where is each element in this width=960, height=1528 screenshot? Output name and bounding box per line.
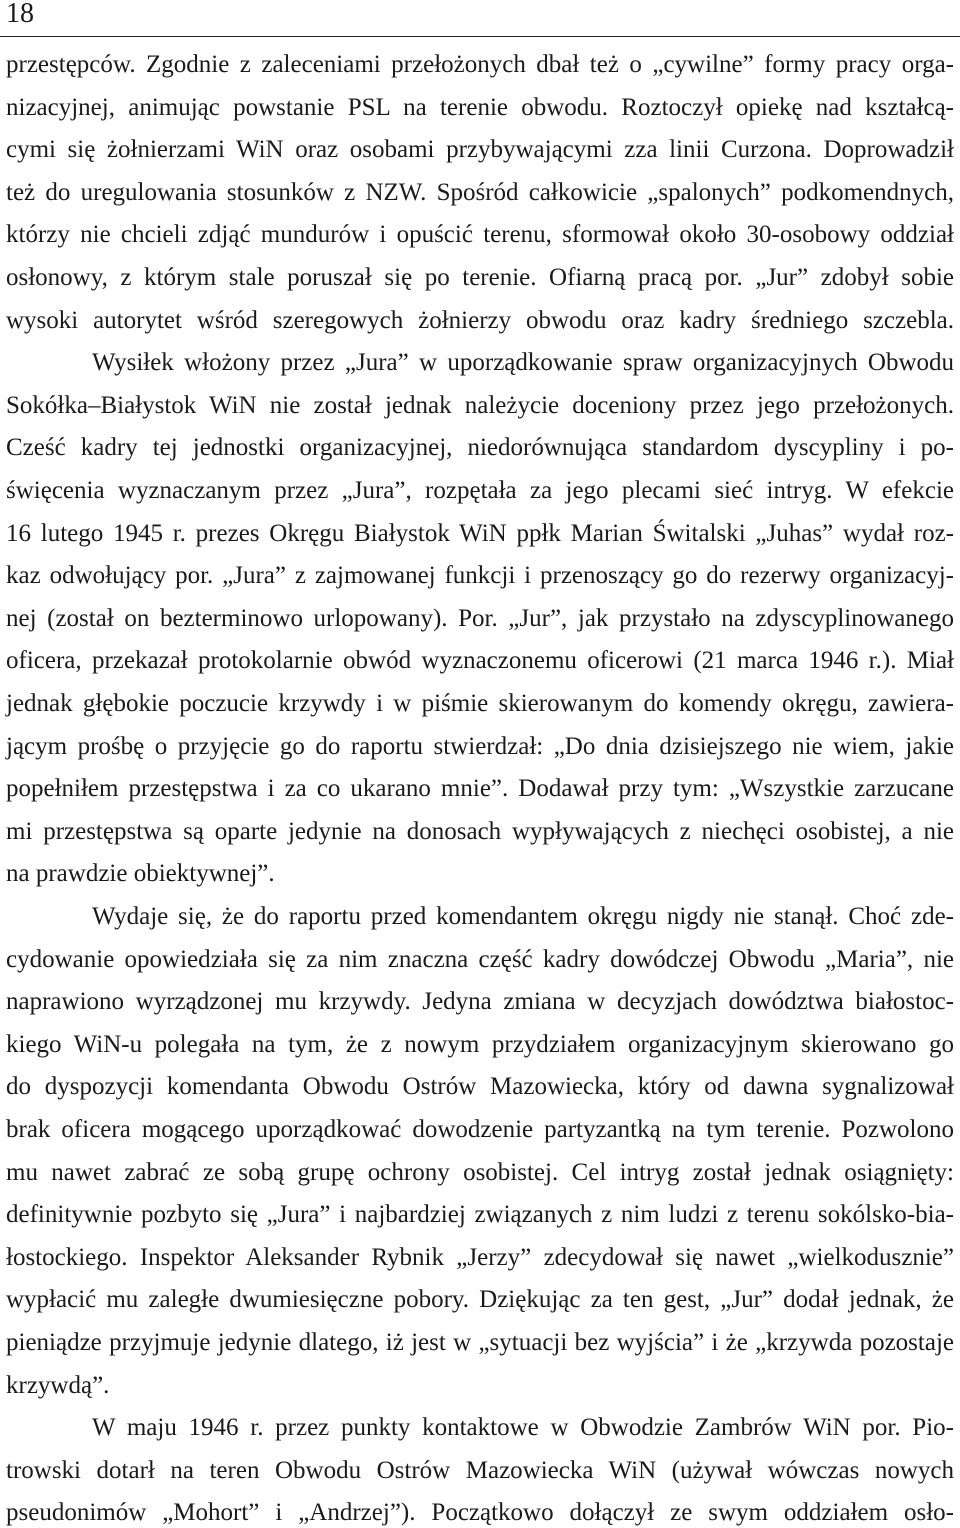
- text-line: osłonowy, z którym stale poruszał się po terenie. Ofiarną pracą por. „Jur” zdobył sobie: [6, 264, 954, 291]
- text-line: W maju 1946 r. przez punkty kontaktowe w Obwodzie Zambrów WiN por. Pio-: [92, 1414, 954, 1442]
- text-line: 16 lutego 1945 r. prezes Okręgu Białystok WiN ppłk Marian Świtalski „Juhas” wydał roz-: [6, 519, 954, 547]
- text-line: Sokółka–Białystok WiN nie został jednak należycie doceniony przez jego przełożonych.: [6, 391, 954, 419]
- text-line: Wysiłek włożony przez „Jura” w uporządkowanie spraw organizacyjnych Obwodu: [92, 349, 954, 377]
- text-line: łostockiego. Inspektor Aleksander Rybnik „Jerzy” zdecydował się nawet „wielkodusznie”: [6, 1243, 954, 1271]
- text-line: mi przestępstwa są oparte jedynie na donosach wypływających z niechęci osobistej, a nie: [6, 817, 954, 845]
- text-line: kiego WiN-u polegała na tym, że z nowym przydziałem organizacyjnym skierowano go: [6, 1030, 954, 1058]
- text-line: cymi się żołnierzami WiN oraz osobami przybywającymi zza linii Curzona. Doprowadził: [6, 136, 954, 164]
- text-line: kaz odwołujący por. „Jura” z zajmowanej funkcji i przenoszący go do rezerwy organizacyj-: [6, 562, 954, 590]
- text-line: nej (został on bezterminowo urlopowany). Por. „Jur”, jak przystało na zdyscyplinowanego: [6, 604, 954, 632]
- text-line: którzy nie chcieli zdjąć mundurów i opuścić terenu, sformował około 30-osobowy oddział: [6, 221, 954, 249]
- text-line: do dyspozycji komendanta Obwodu Ostrów Mazowiecka, który od dawna sygnalizował: [6, 1073, 954, 1101]
- text-line: przestępców. Zgodnie z zaleceniami przełożonych dbał też o „cywilne” formy pracy orga-: [6, 51, 954, 78]
- text-line: pieniądze przyjmuje jedynie dlatego, iż jest w „sytuacji bez wyjścia” i że „krzywda pozostaje: [6, 1329, 954, 1356]
- text-line: Cześć kadry tej jednostki organizacyjnej, niedorównująca standardom dyscypliny i po-: [6, 434, 954, 462]
- text-line: oficera, przekazał protokolarnie obwód wyznaczonemu oficerowi (21 marca 1946 r.). Miał: [6, 647, 954, 675]
- text-line: trowski dotarł na teren Obwodu Ostrów Mazowiecka WiN (używał wówczas nowych: [6, 1456, 954, 1484]
- text-line: jącym prośbę o przyjęcie go do raportu stwierdzał: „Do dnia dzisiejszego nie wiem, jakie: [6, 732, 954, 760]
- text-line: naprawiono wyrządzonej mu krzywdy. Jedyna zmiana w decyzjach dowództwa białostoc-: [6, 988, 954, 1016]
- text-line: cydowanie opowiedziała się za nim znaczna część kadry dowódczej Obwodu „Maria”, nie: [6, 945, 954, 973]
- text-line: mu nawet zabrać ze sobą grupę ochrony osobistej. Cel intryg został jednak osiągnięty:: [6, 1158, 954, 1186]
- text-line: wypłacić mu zaległe dwumiesięczne pobory. Dziękując za ten gest, „Jur” dodał jednak, że: [6, 1286, 954, 1314]
- text-line: definitywnie pozbyto się „Jura” i najbardziej związanych z nim ludzi z terenu sokólsko-bia-: [6, 1201, 954, 1229]
- text-line: popełniłem przestępstwa i za co ukarano mnie”. Dodawał przy tym: „Wszystkie zarzucane: [6, 775, 954, 803]
- page-number: 18: [6, 0, 34, 29]
- text-line: też do uregulowania stosunków z NZW. Spośród całkowicie „spalonych” podkomendnych,: [6, 178, 954, 206]
- text-line: jednak głębokie poczucie krzywdy i w piśmie skierowanym do komendy okręgu, zawiera-: [6, 690, 954, 717]
- header-rule: [0, 36, 960, 37]
- text-line: brak oficera mogącego uporządkować dowodzenie partyzantką na tym terenie. Pozwolono: [6, 1116, 954, 1143]
- text-line: pseudonimów „Mohort” i „Andrzej”). Początkowo dołączył ze swym oddziałem osło-: [6, 1499, 954, 1527]
- text-line: święcenia wyznaczanym przez „Jura”, rozpętała za jego plecami sieć intryg. W efekcie: [6, 477, 954, 504]
- text-line: Wydaje się, że do raportu przed komendantem okręgu nigdy nie stanął. Choć zde-: [92, 903, 954, 930]
- text-line: wysoki autorytet wśród szeregowych żołnierzy obwodu oraz kadry średniego szczebla.: [6, 306, 954, 334]
- text-line: na prawdzie obiektywnej”.: [6, 860, 275, 888]
- text-line: nizacyjnej, animując powstanie PSL na terenie obwodu. Roztoczył opiekę nad kształcą-: [6, 93, 954, 121]
- text-line: krzywdą”.: [6, 1371, 110, 1399]
